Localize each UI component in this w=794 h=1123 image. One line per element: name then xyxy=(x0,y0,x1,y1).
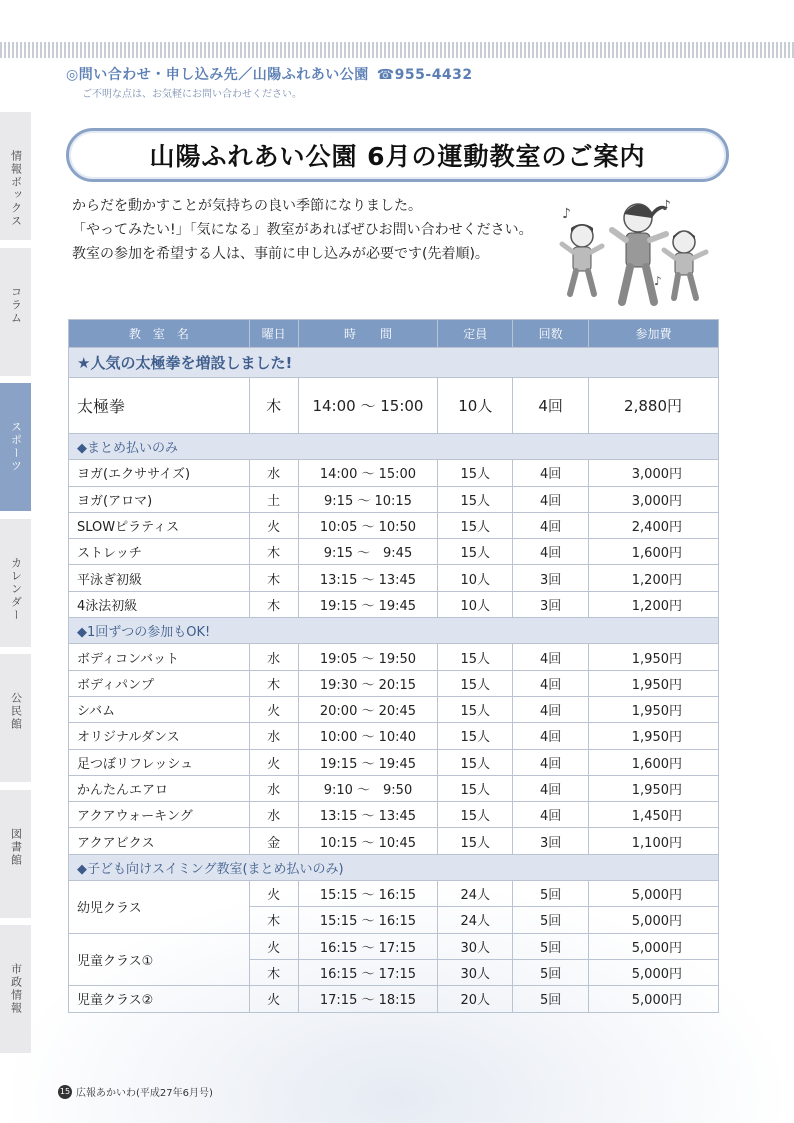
count-cell: 4回 xyxy=(513,723,589,749)
capacity-cell: 15人 xyxy=(438,670,513,696)
count-cell: 4回 xyxy=(513,802,589,828)
side-tab-label: 図書館 xyxy=(9,827,23,867)
side-tab[interactable] xyxy=(0,790,31,920)
table-header-row xyxy=(69,320,719,348)
music-note-icon: ♪ xyxy=(662,198,671,214)
time-cell: 17:15 ～ 18:15 xyxy=(298,986,438,1012)
music-note-icon: ♪ xyxy=(654,274,662,288)
day-cell: 木 xyxy=(249,539,298,565)
side-tab[interactable] xyxy=(0,519,31,649)
fee-cell: 1,950円 xyxy=(589,696,719,722)
count-cell: 5回 xyxy=(513,907,589,933)
count-cell: 4回 xyxy=(513,486,589,512)
time-cell: 10:00 ～ 10:40 xyxy=(298,723,438,749)
capacity-cell: 24人 xyxy=(438,881,513,907)
contact-line: ◎問い合わせ・申し込み先／山陽ふれあい公園 xyxy=(66,67,369,83)
time-cell: 16:15 ～ 17:15 xyxy=(298,933,438,959)
fee-cell: 1,200円 xyxy=(589,565,719,591)
capacity-cell: 10人 xyxy=(438,378,513,434)
capacity-cell: 10人 xyxy=(438,591,513,617)
fee-cell: 5,000円 xyxy=(589,986,719,1012)
table-row xyxy=(69,460,719,486)
contact-tel: ☎955-4432 xyxy=(376,67,473,83)
header-fee: 参加費 xyxy=(589,320,719,348)
day-cell: 火 xyxy=(249,881,298,907)
fee-cell: 1,100円 xyxy=(589,828,719,854)
page-title: 山陽ふれあい公園 6月の運動教室のご案内 xyxy=(149,142,646,171)
publication-name: 広報あかいわ(平成27年6月号) xyxy=(76,1088,213,1099)
child-runner-left xyxy=(562,224,602,294)
table-row xyxy=(69,644,719,670)
fee-cell: 1,200円 xyxy=(589,591,719,617)
count-cell: 3回 xyxy=(513,828,589,854)
capacity-cell: 15人 xyxy=(438,775,513,801)
time-cell: 9:15 ～ 9:45 xyxy=(298,539,438,565)
fee-cell: 5,000円 xyxy=(589,881,719,907)
top-stripe xyxy=(0,42,794,58)
day-cell: 水 xyxy=(249,802,298,828)
page-footer xyxy=(58,1084,213,1099)
running-people-illustration xyxy=(554,190,726,312)
capacity-cell: 15人 xyxy=(438,486,513,512)
table-row xyxy=(69,828,719,854)
day-cell: 火 xyxy=(249,986,298,1012)
fee-cell: 3,000円 xyxy=(589,460,719,486)
side-tab[interactable] xyxy=(0,383,31,513)
section-row xyxy=(69,854,719,880)
intro-line: 「やってみたい!」「気になる」教室があればぜひお問い合わせください。 xyxy=(72,222,533,238)
time-cell: 20:00 ～ 20:45 xyxy=(298,696,438,722)
class-name-cell: シバム xyxy=(69,696,250,722)
side-tab-label: 公民館 xyxy=(9,692,23,731)
section-label: ◆まとめ払いのみ xyxy=(69,434,719,460)
class-name-cell: アクアウォーキング xyxy=(69,802,250,828)
side-tab-label: スポーツ xyxy=(9,421,23,473)
count-cell: 4回 xyxy=(513,539,589,565)
fee-cell: 5,000円 xyxy=(589,959,719,985)
class-name-cell: 足つぼリフレッシュ xyxy=(69,749,250,775)
child-runner-right xyxy=(664,231,706,298)
section-row xyxy=(69,618,719,644)
side-tab[interactable] xyxy=(0,112,31,242)
table-row xyxy=(69,512,719,538)
table-row xyxy=(69,723,719,749)
music-note-icon: ♪ xyxy=(562,206,571,222)
count-cell: 4回 xyxy=(513,749,589,775)
capacity-cell: 15人 xyxy=(438,802,513,828)
count-cell: 4回 xyxy=(513,460,589,486)
time-cell: 19:05 ～ 19:50 xyxy=(298,644,438,670)
section-label: ◆1回ずつの参加もOK! xyxy=(69,618,719,644)
section-label: ★人気の太極拳を増設しました! xyxy=(69,348,719,378)
day-cell: 火 xyxy=(249,933,298,959)
class-name-cell: ストレッチ xyxy=(69,539,250,565)
capacity-cell: 15人 xyxy=(438,723,513,749)
fee-cell: 1,450円 xyxy=(589,802,719,828)
fee-cell: 5,000円 xyxy=(589,933,719,959)
time-cell: 19:15 ～ 19:45 xyxy=(298,591,438,617)
table-row xyxy=(69,881,719,907)
class-name-cell: SLOWピラティス xyxy=(69,512,250,538)
side-tab-label: コラム xyxy=(9,285,23,325)
fee-cell: 5,000円 xyxy=(589,907,719,933)
day-cell: 木 xyxy=(249,591,298,617)
capacity-cell: 20人 xyxy=(438,986,513,1012)
time-cell: 10:05 ～ 10:50 xyxy=(298,512,438,538)
time-cell: 13:15 ～ 13:45 xyxy=(298,565,438,591)
day-cell: 木 xyxy=(249,907,298,933)
time-cell: 14:00 ～ 15:00 xyxy=(298,378,438,434)
section-row xyxy=(69,348,719,378)
day-cell: 水 xyxy=(249,775,298,801)
count-cell: 5回 xyxy=(513,933,589,959)
side-tab-label: 情報ボックス xyxy=(9,150,23,228)
capacity-cell: 15人 xyxy=(438,644,513,670)
class-schedule-table xyxy=(68,319,719,1013)
count-cell: 3回 xyxy=(513,565,589,591)
table-row xyxy=(69,539,719,565)
side-tab[interactable] xyxy=(0,654,31,784)
fee-cell: 1,600円 xyxy=(589,539,719,565)
capacity-cell: 24人 xyxy=(438,907,513,933)
class-name-cell: ヨガ(アロマ) xyxy=(69,486,250,512)
class-name-cell: 太極拳 xyxy=(69,378,250,434)
time-cell: 19:15 ～ 19:45 xyxy=(298,749,438,775)
time-cell: 16:15 ～ 17:15 xyxy=(298,959,438,985)
capacity-cell: 10人 xyxy=(438,565,513,591)
class-name-cell: 児童クラス① xyxy=(69,933,250,986)
table-row xyxy=(69,378,719,434)
count-cell: 5回 xyxy=(513,881,589,907)
time-cell: 9:10 ～ 9:50 xyxy=(298,775,438,801)
class-name-cell: ボディパンプ xyxy=(69,670,250,696)
class-name-cell: 平泳ぎ初級 xyxy=(69,565,250,591)
day-cell: 火 xyxy=(249,749,298,775)
day-cell: 火 xyxy=(249,696,298,722)
side-tab[interactable] xyxy=(0,248,31,378)
time-cell: 15:15 ～ 16:15 xyxy=(298,907,438,933)
count-cell: 4回 xyxy=(513,378,589,434)
count-cell: 4回 xyxy=(513,696,589,722)
table-row xyxy=(69,802,719,828)
capacity-cell: 15人 xyxy=(438,539,513,565)
class-name-cell: かんたんエアロ xyxy=(69,775,250,801)
capacity-cell: 15人 xyxy=(438,828,513,854)
page-number: 15 xyxy=(58,1085,72,1099)
count-cell: 4回 xyxy=(513,512,589,538)
day-cell: 水 xyxy=(249,460,298,486)
intro-line: からだを動かすことが気持ちの良い季節になりました。 xyxy=(72,198,422,214)
class-name-cell: ヨガ(エクササイズ) xyxy=(69,460,250,486)
header-class-name: 教 室 名 xyxy=(69,320,250,348)
day-cell: 金 xyxy=(249,828,298,854)
class-name-cell: 4泳法初級 xyxy=(69,591,250,617)
capacity-cell: 15人 xyxy=(438,749,513,775)
fee-cell: 2,400円 xyxy=(589,512,719,538)
section-row xyxy=(69,434,719,460)
fee-cell: 1,600円 xyxy=(589,749,719,775)
table-row xyxy=(69,486,719,512)
time-cell: 9:15 ～ 10:15 xyxy=(298,486,438,512)
table-row xyxy=(69,749,719,775)
capacity-cell: 30人 xyxy=(438,959,513,985)
class-name-cell: 児童クラス② xyxy=(69,986,250,1012)
class-name-cell: アクアビクス xyxy=(69,828,250,854)
table-row xyxy=(69,696,719,722)
table-row xyxy=(69,986,719,1012)
fee-cell: 1,950円 xyxy=(589,723,719,749)
header-time: 時 間 xyxy=(298,320,438,348)
count-cell: 5回 xyxy=(513,959,589,985)
count-cell: 4回 xyxy=(513,775,589,801)
time-cell: 14:00 ～ 15:00 xyxy=(298,460,438,486)
day-cell: 木 xyxy=(249,959,298,985)
time-cell: 15:15 ～ 16:15 xyxy=(298,881,438,907)
section-label: ◆子ども向けスイミング教室(まとめ払いのみ) xyxy=(69,854,719,880)
fee-cell: 3,000円 xyxy=(589,486,719,512)
time-cell: 19:30 ～ 20:15 xyxy=(298,670,438,696)
class-name-cell: 幼児クラス xyxy=(69,881,250,934)
class-name-cell: オリジナルダンス xyxy=(69,723,250,749)
day-cell: 水 xyxy=(249,644,298,670)
header-capacity: 定員 xyxy=(438,320,513,348)
fee-cell: 2,880円 xyxy=(589,378,719,434)
side-tab-label: カレンダー xyxy=(9,556,23,622)
day-cell: 火 xyxy=(249,512,298,538)
table-row xyxy=(69,591,719,617)
header-day: 曜日 xyxy=(249,320,298,348)
day-cell: 木 xyxy=(249,378,298,434)
capacity-cell: 15人 xyxy=(438,512,513,538)
day-cell: 水 xyxy=(249,723,298,749)
count-cell: 4回 xyxy=(513,644,589,670)
count-cell: 3回 xyxy=(513,591,589,617)
day-cell: 土 xyxy=(249,486,298,512)
count-cell: 5回 xyxy=(513,986,589,1012)
title-box xyxy=(66,128,729,182)
day-cell: 木 xyxy=(249,565,298,591)
intro-line: 教室の参加を希望する人は、事前に申し込みが必要です(先着順)。 xyxy=(72,246,489,262)
fee-cell: 1,950円 xyxy=(589,644,719,670)
table-row xyxy=(69,775,719,801)
capacity-cell: 15人 xyxy=(438,460,513,486)
capacity-cell: 15人 xyxy=(438,696,513,722)
class-name-cell: ボディコンバット xyxy=(69,644,250,670)
table-row xyxy=(69,670,719,696)
capacity-cell: 30人 xyxy=(438,933,513,959)
table-row xyxy=(69,933,719,959)
fee-cell: 1,950円 xyxy=(589,670,719,696)
fee-cell: 1,950円 xyxy=(589,775,719,801)
contact-note: ご不明な点は、お気軽にお問い合わせください。 xyxy=(82,89,302,100)
contact-info xyxy=(66,64,473,84)
day-cell: 木 xyxy=(249,670,298,696)
header-count: 回数 xyxy=(513,320,589,348)
side-tab[interactable] xyxy=(0,925,31,1055)
count-cell: 4回 xyxy=(513,670,589,696)
table-row xyxy=(69,565,719,591)
side-tab-label: 市政情報 xyxy=(9,963,23,1015)
time-cell: 10:15 ～ 10:45 xyxy=(298,828,438,854)
time-cell: 13:15 ～ 13:45 xyxy=(298,802,438,828)
intro-text xyxy=(72,194,533,266)
